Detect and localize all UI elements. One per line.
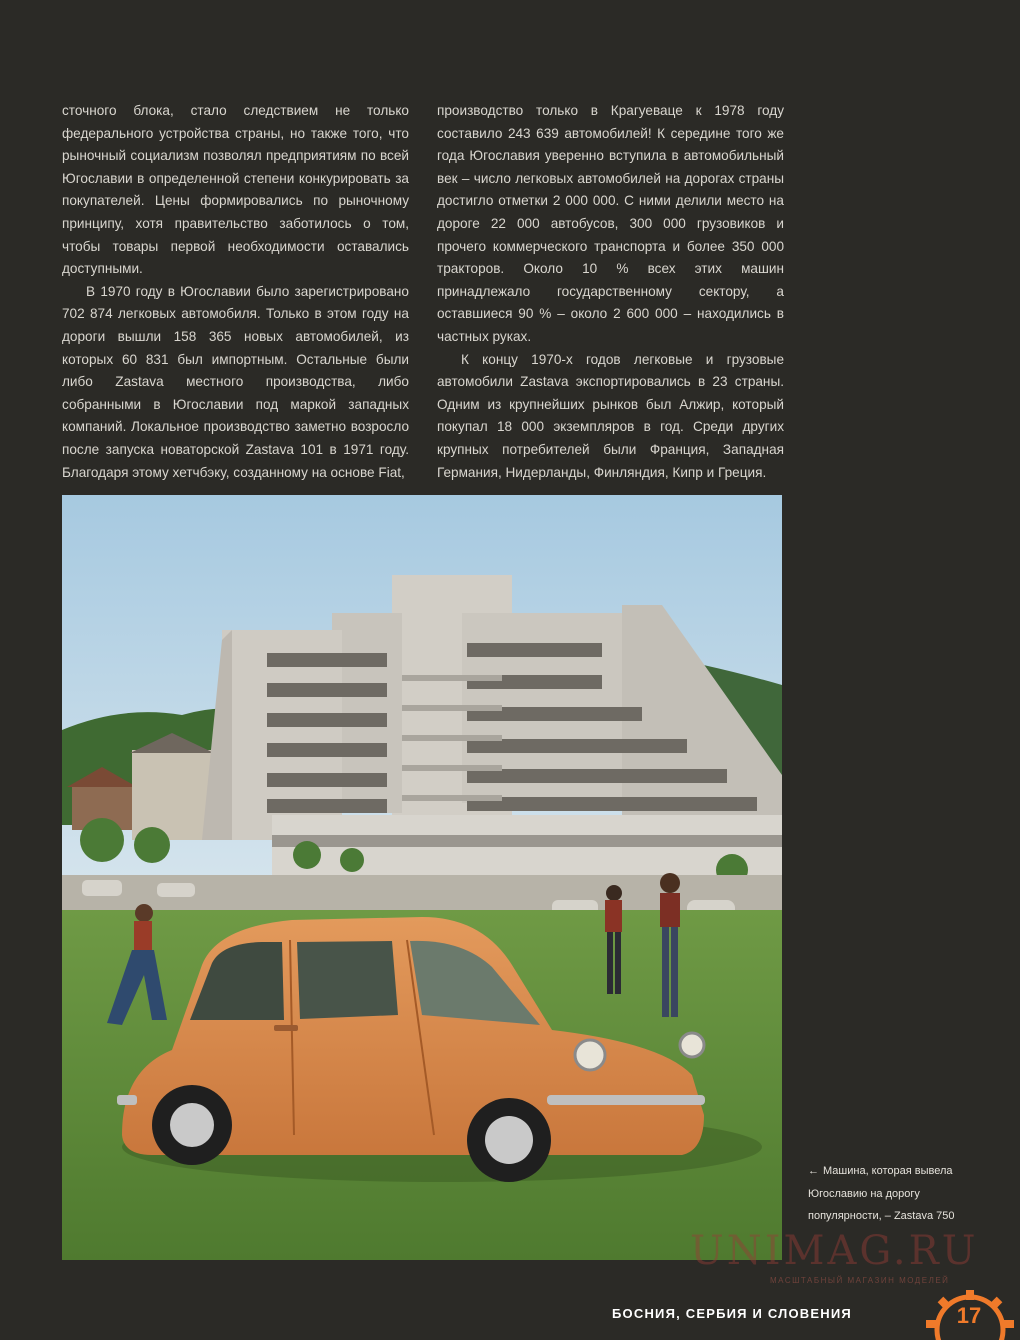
arrow-left-icon: ← [808, 1165, 819, 1177]
watermark-tagline: МАСШТАБНЫЙ МАГАЗИН МОДЕЛЕЙ [770, 1276, 950, 1285]
watermark-logo: UNIMAG.RU [690, 1228, 979, 1274]
paragraph: В 1970 году в Югославии было зарегистрировано 702 874 легковых автомобиля. Только в этом году на дороги вышли 158 365 новых автомобилей, из которых 60 831 был импортным. Остальные были либо Zastava местного производства, либо собранными в Югославии под маркой западных компаний. Локальное производство заметно возросло после запуска новаторской Zastava 101 в 1971 году. Благодаря этому хетчбэку, созданному на основе Fiat, [62, 283, 409, 480]
caption-text: Машина, которая вывела Югославию на дорогу популярности, – Zastava 750 [808, 1165, 955, 1222]
paragraph: сточного блока, стало следствием не только федерального устройства страны, но также того, что рыночный социализм позволял предприятиям по всей Югославии в определенной степени конкурировать за покупателей. Цены формировались по рыночному принципу, хотя правительство заботилось о том, чтобы товары первой необходимости оставались доступными. [62, 103, 409, 277]
zastava-photo [62, 495, 782, 1260]
paragraph: К концу 1970-х годов легковые и грузовые автомобили Zastava экспортировались в 23 страны. Одним из крупнейших рынков был Алжир, который покупал 18 000 экземпляров в год. Среди других крупных потребителей были Франция, Западная Германия, Нидерланды, Финляндия, Кипр и Греция. [437, 351, 784, 480]
article-column-left [62, 100, 409, 484]
article-column-right [437, 100, 784, 484]
photo-caption [808, 1160, 958, 1228]
paragraph: производство только в Крагуеваце к 1978 году составило 243 639 автомобилей! К середине того же года Югославия уверенно вступила в автомобильный век – число легковых автомобилей на дорогах страны достигло отметки 2 000 000. С ними делили место на дороге 22 000 автобусов, 300 000 грузовиков и прочего коммерческого транспорта и более 350 000 тракторов. Около 10 % всех этих машин принадлежало государственному сектору, а оставшиеся 90 % – около 2 600 000 – находились в частных руках. [437, 103, 784, 344]
section-title: БОСНИЯ, СЕРБИЯ И СЛОВЕНИЯ [612, 1306, 852, 1321]
page-number: 17 [956, 1303, 982, 1328]
